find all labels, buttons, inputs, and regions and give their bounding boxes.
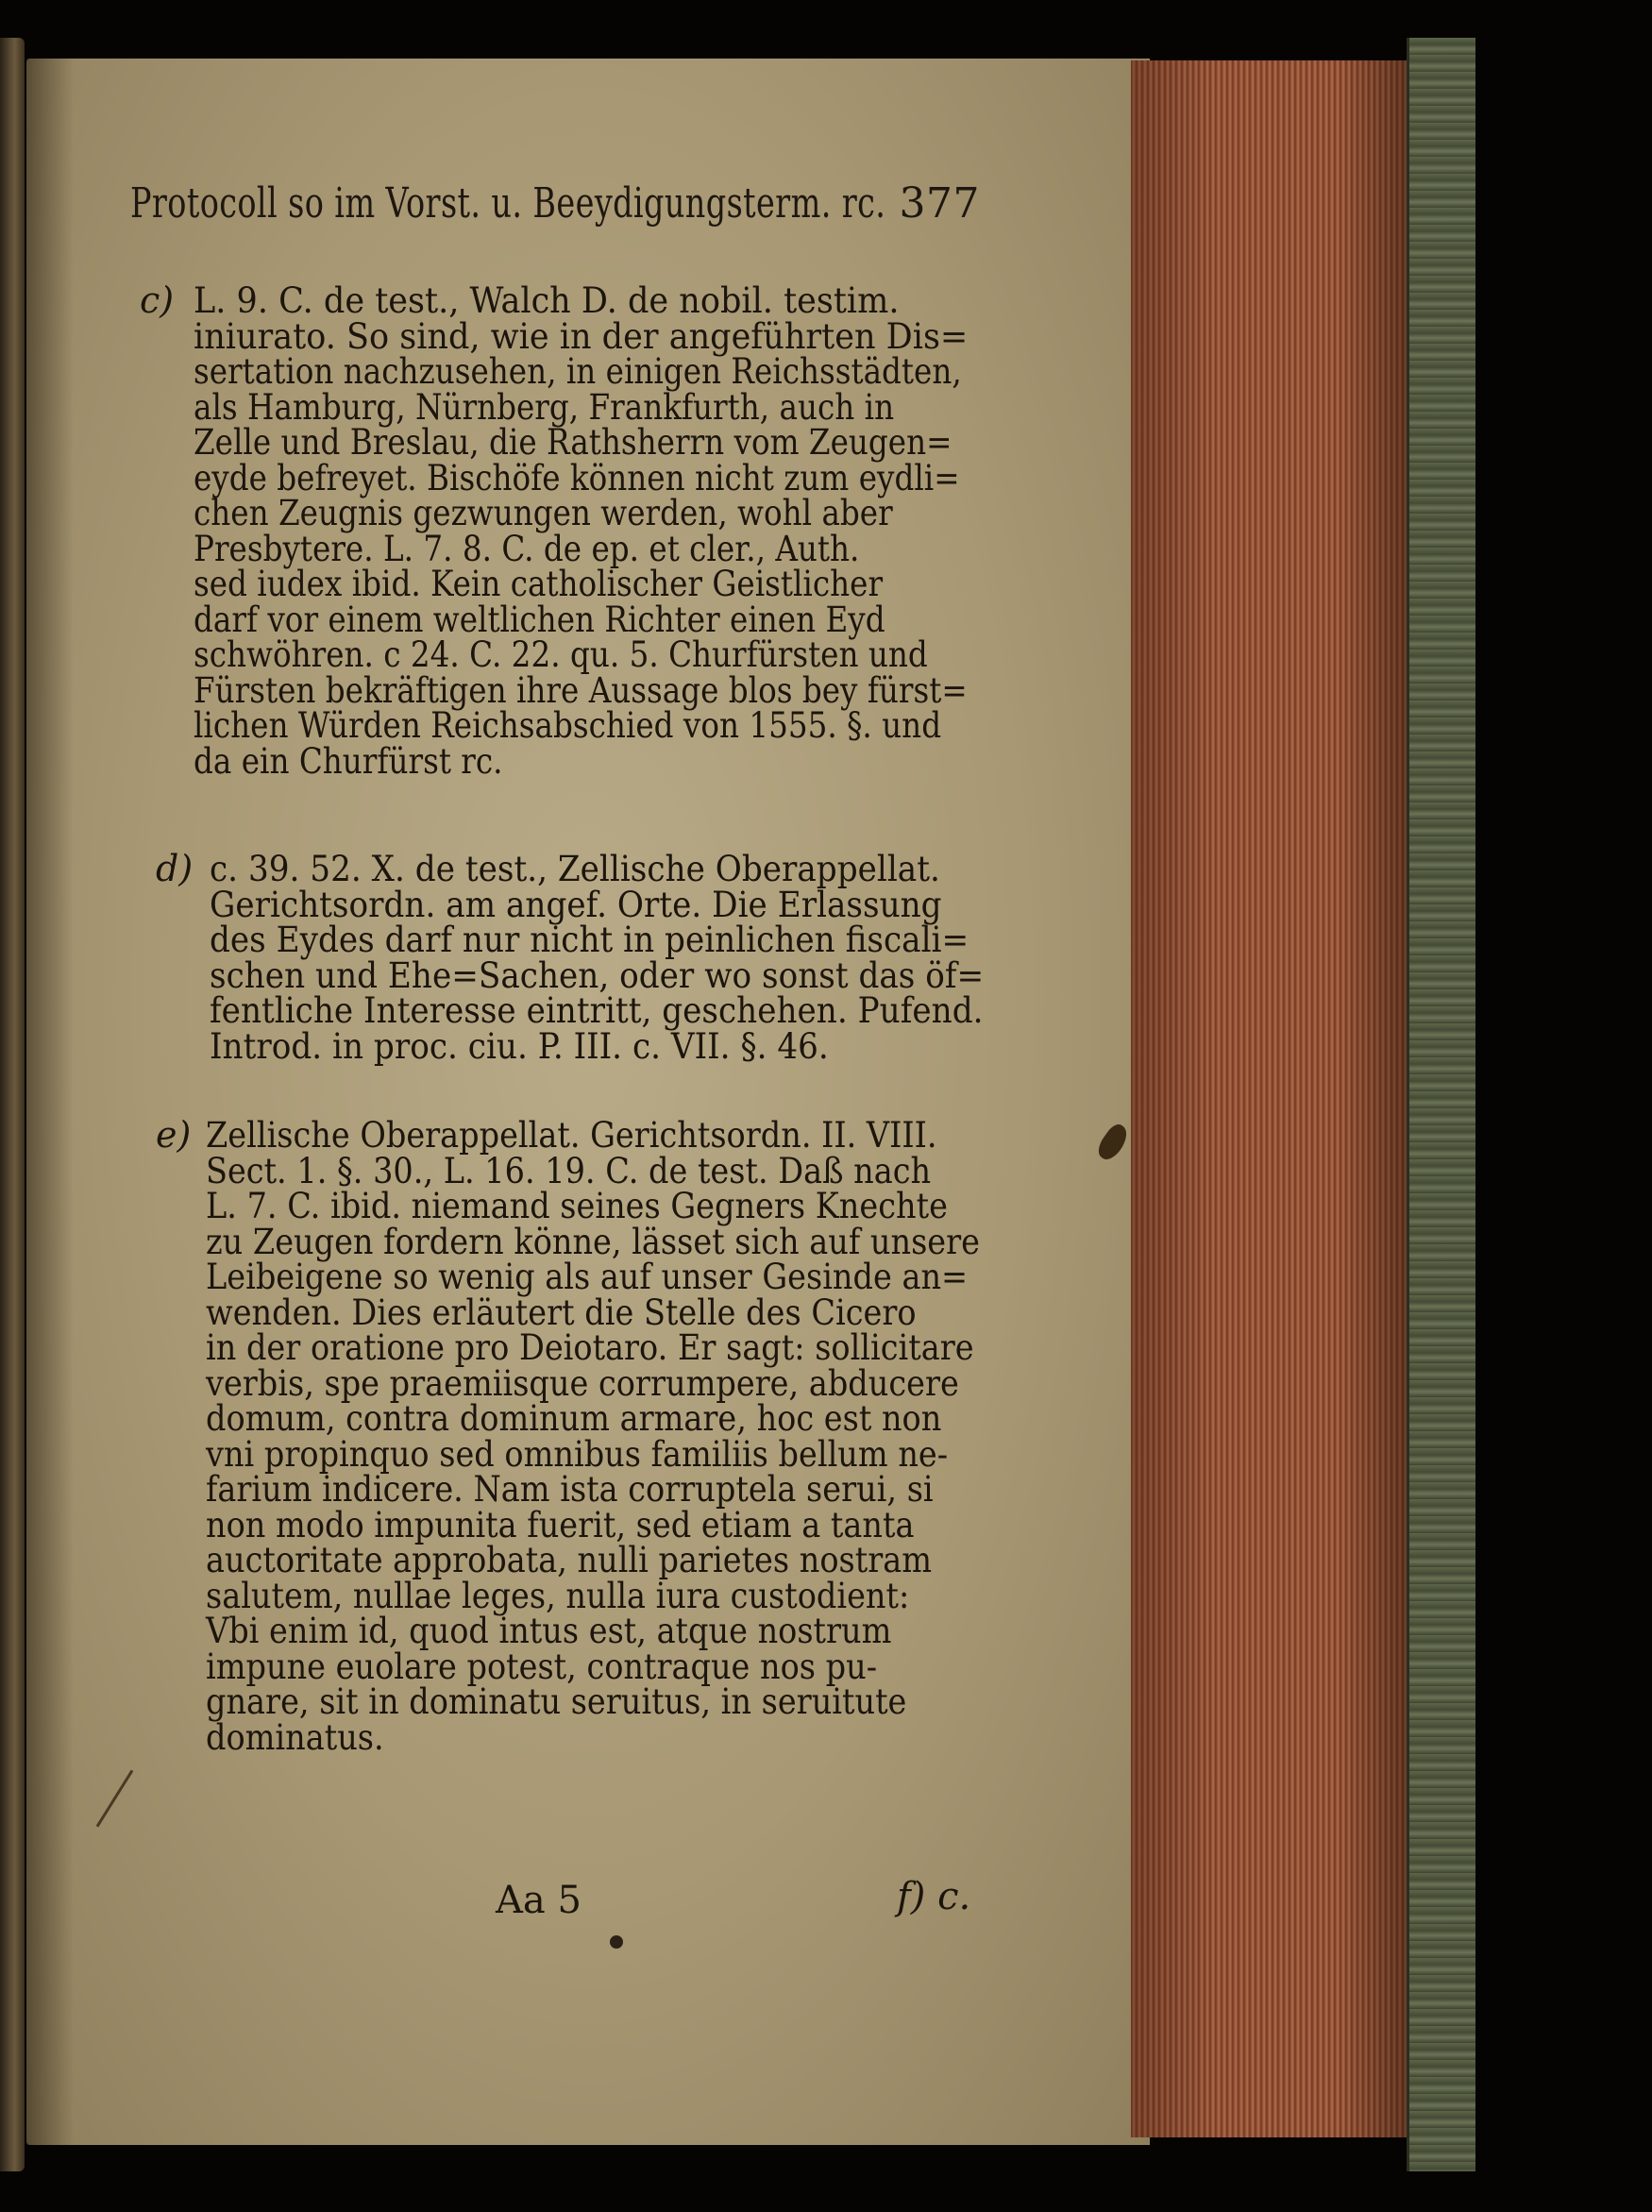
note-line: fentliche Interesse eintritt, geschehen. Pufend. — [210, 990, 984, 1031]
note-line: Introd. in proc. ciu. P. III. c. VII. §. 46. — [210, 1025, 829, 1067]
note-line: auctoritate approbata, nulli parietes nostram — [206, 1540, 933, 1580]
note-line: sertation nachzusehen, in einigen Reichsstädten, — [194, 351, 962, 392]
catchword: f) c. — [897, 1875, 971, 1918]
note-line: schen und Ehe=Sachen, oder wo sonst das öf= — [210, 954, 985, 996]
note-line: Fürsten bekräftigen ihre Aussage blos bey fürst= — [194, 669, 968, 711]
note-line: L. 7. C. ibid. niemand seines Gegners Knechte — [206, 1186, 948, 1226]
note-line: Gerichtsordn. am angef. Orte. Die Erlassung — [210, 884, 942, 925]
running-head: Protocoll so im Vorst. u. Beeydigungsterm. rc. — [130, 179, 886, 228]
note-line: domum, contra dominum armare, hoc est non — [206, 1398, 942, 1439]
note-line: salutem, nullae leges, nulla iura custodient: — [206, 1575, 910, 1616]
footnote-e — [206, 1115, 1060, 1758]
note-marker: d) — [156, 848, 194, 889]
note-line: Vbi enim id, quod intus est, atque nostrum — [206, 1611, 892, 1651]
note-line: impune euolare potest, contraque nos pu- — [206, 1646, 878, 1687]
note-line: Presbytere. L. 7. 8. C. de ep. et cler., Auth. — [194, 528, 860, 569]
page-number: 377 — [899, 179, 980, 228]
note-line: Sect. 1. §. 30., L. 16. 19. C. de test. Daß nach — [206, 1150, 932, 1191]
note-line: des Eydes darf nur nicht in peinlichen fiscali= — [210, 920, 969, 960]
note-line: verbis, spe praemiisque corrumpere, abducere — [206, 1362, 959, 1404]
note-line: als Hamburg, Nürnberg, Frankfurth, auch in — [194, 386, 895, 428]
note-line: lichen Würden Reichsabschied von 1555. §. und — [194, 705, 942, 746]
note-line: darf vor einem weltlichen Richter einen Eyd — [194, 599, 885, 640]
book-fore-edge — [1131, 60, 1409, 2137]
note-line: in der oratione pro Deiotaro. Er sagt: sollicitare — [206, 1327, 974, 1368]
note-line: sed iudex ibid. Kein catholischer Geistlicher — [194, 564, 884, 604]
footnote-c-body — [194, 351, 1071, 782]
note-line: Leibeigene so wenig als auf unser Gesinde an= — [206, 1257, 969, 1297]
note-line: L. 9. C. de test., Walch D. de nobil. testim. — [194, 280, 900, 321]
note-marker: c) — [140, 279, 175, 321]
note-line: wenden. Dies erläutert die Stelle des Cicero — [206, 1292, 917, 1333]
note-line: da ein Churfürst rc. — [194, 740, 503, 782]
note-line: c. 39. 52. X. de test., Zellische Oberappellat. — [210, 849, 940, 889]
note-line: vni propinquo sed omnibus familiis bellum ne- — [206, 1433, 949, 1475]
note-line: zu Zeugen fordern könne, lässet sich auf unsere — [206, 1221, 980, 1262]
note-line: non modo impunita fuerit, sed etiam a tanta — [206, 1504, 915, 1545]
previous-page-edge — [0, 38, 25, 2171]
note-line: gnare, sit in dominatu seruitus, in seruitute — [206, 1681, 907, 1722]
note-line: chen Zeugnis gezwungen werden, wohl aber — [194, 493, 893, 533]
note-line: iniurato. So sind, wie in der angeführten Dis= — [194, 315, 969, 357]
note-line: farium indicere. Nam ista corruptela serui, si — [206, 1469, 934, 1510]
book-cover-edge — [1407, 38, 1475, 2171]
note-line: Zelle und Breslau, die Rathsherrn vom Zeugen= — [194, 422, 952, 463]
signature-mark: Aa 5 — [496, 1879, 582, 1922]
note-line: schwöhren. c 24. C. 22. qu. 5. Churfürsten und — [194, 634, 928, 675]
note-marker: e) — [156, 1114, 192, 1156]
note-line: eyde befreyet. Bischöfe können nicht zum eydli= — [194, 457, 960, 498]
note-line: dominatus. — [206, 1716, 384, 1758]
note-line: Zellische Oberappellat. Gerichtsordn. II. VIII. — [206, 1115, 937, 1156]
page-header — [130, 179, 980, 236]
ink-dot — [610, 1935, 623, 1949]
footnote-d — [210, 849, 1046, 1067]
footnote-c — [194, 280, 1011, 357]
